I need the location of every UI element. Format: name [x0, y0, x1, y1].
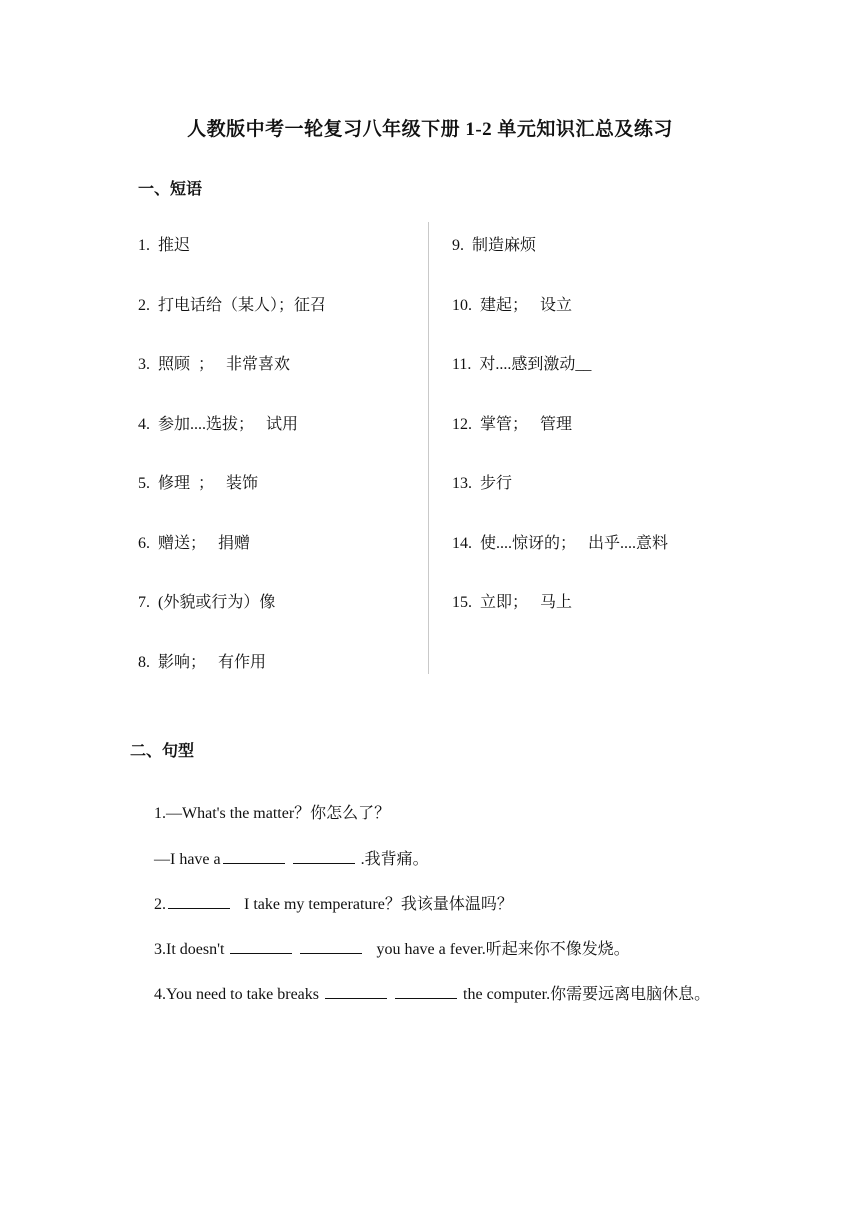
fill-blank[interactable] [293, 849, 355, 864]
phrase-item: 6. 赠送； 捐赠 [138, 534, 251, 552]
fill-blank[interactable] [300, 939, 362, 954]
phrase-item: 5. 修理 ； 装饰 [138, 475, 259, 492]
phrase-item: 13. 步行 [452, 475, 513, 492]
phrase-item: 8. 影响； 有作用 [138, 653, 267, 671]
phrase-item: 2. 打电话给（某人）；征召 [138, 296, 327, 314]
section-heading-phrases: 一、短语 [138, 181, 203, 198]
sentence-text: —I have a [154, 851, 221, 868]
section-heading-sentences: 二、句型 [130, 743, 195, 760]
phrase-item: 12. 掌管； 管理 [452, 415, 573, 433]
sentence-3 [130, 874, 810, 919]
sentence-2 [130, 829, 810, 874]
phrases-right-column [452, 236, 782, 653]
fill-blank[interactable] [395, 984, 457, 999]
sentence-text: I take my temperature？我该量体温吗？ [232, 896, 513, 913]
column-divider [428, 222, 429, 674]
sentence-text: 4.You need to take breaks [154, 986, 324, 1003]
fill-blank[interactable] [325, 984, 387, 999]
sentence-5 [130, 964, 810, 1009]
sentence-list [130, 784, 810, 1009]
fill-blank[interactable] [168, 894, 230, 909]
fill-blank[interactable] [230, 939, 292, 954]
sentence-text: you have a fever.听起来你不像发烧。 [364, 941, 630, 958]
sentence-4 [130, 919, 810, 964]
sentence-text: 3.It doesn't [154, 941, 229, 958]
page-title: 人教版中考一轮复习八年级下册 1-2 单元知识汇总及练习 [187, 119, 673, 140]
phrase-item: 15. 立即； 马上 [452, 594, 573, 611]
phrases-left-column [138, 236, 418, 712]
sentence-1 [130, 784, 810, 829]
phrase-item: 7. (外貌或行为）像 [138, 594, 276, 611]
phrase-item: 10. 建起； 设立 [452, 296, 573, 314]
sentence-text: 2. [154, 896, 166, 913]
phrase-item: 14. 使....惊讶的； 出乎....意料 [452, 534, 669, 552]
fill-blank[interactable] [223, 849, 285, 864]
phrase-item: 3. 照顾 ； 非常喜欢 [138, 356, 291, 373]
phrase-item: 4. 参加....选拔； 试用 [138, 415, 299, 433]
sentence-text: the computer.你需要远离电脑休息。 [459, 986, 711, 1003]
sentence-text: .我背痛。 [356, 851, 429, 868]
phrase-item: 9. 制造麻烦 [452, 237, 537, 254]
sentence-text: 1.—What's the matter？你怎么了？ [154, 805, 391, 822]
phrase-item: 11. 对....感到激动__ [452, 356, 592, 373]
phrase-item: 1. 推迟 [138, 237, 191, 254]
